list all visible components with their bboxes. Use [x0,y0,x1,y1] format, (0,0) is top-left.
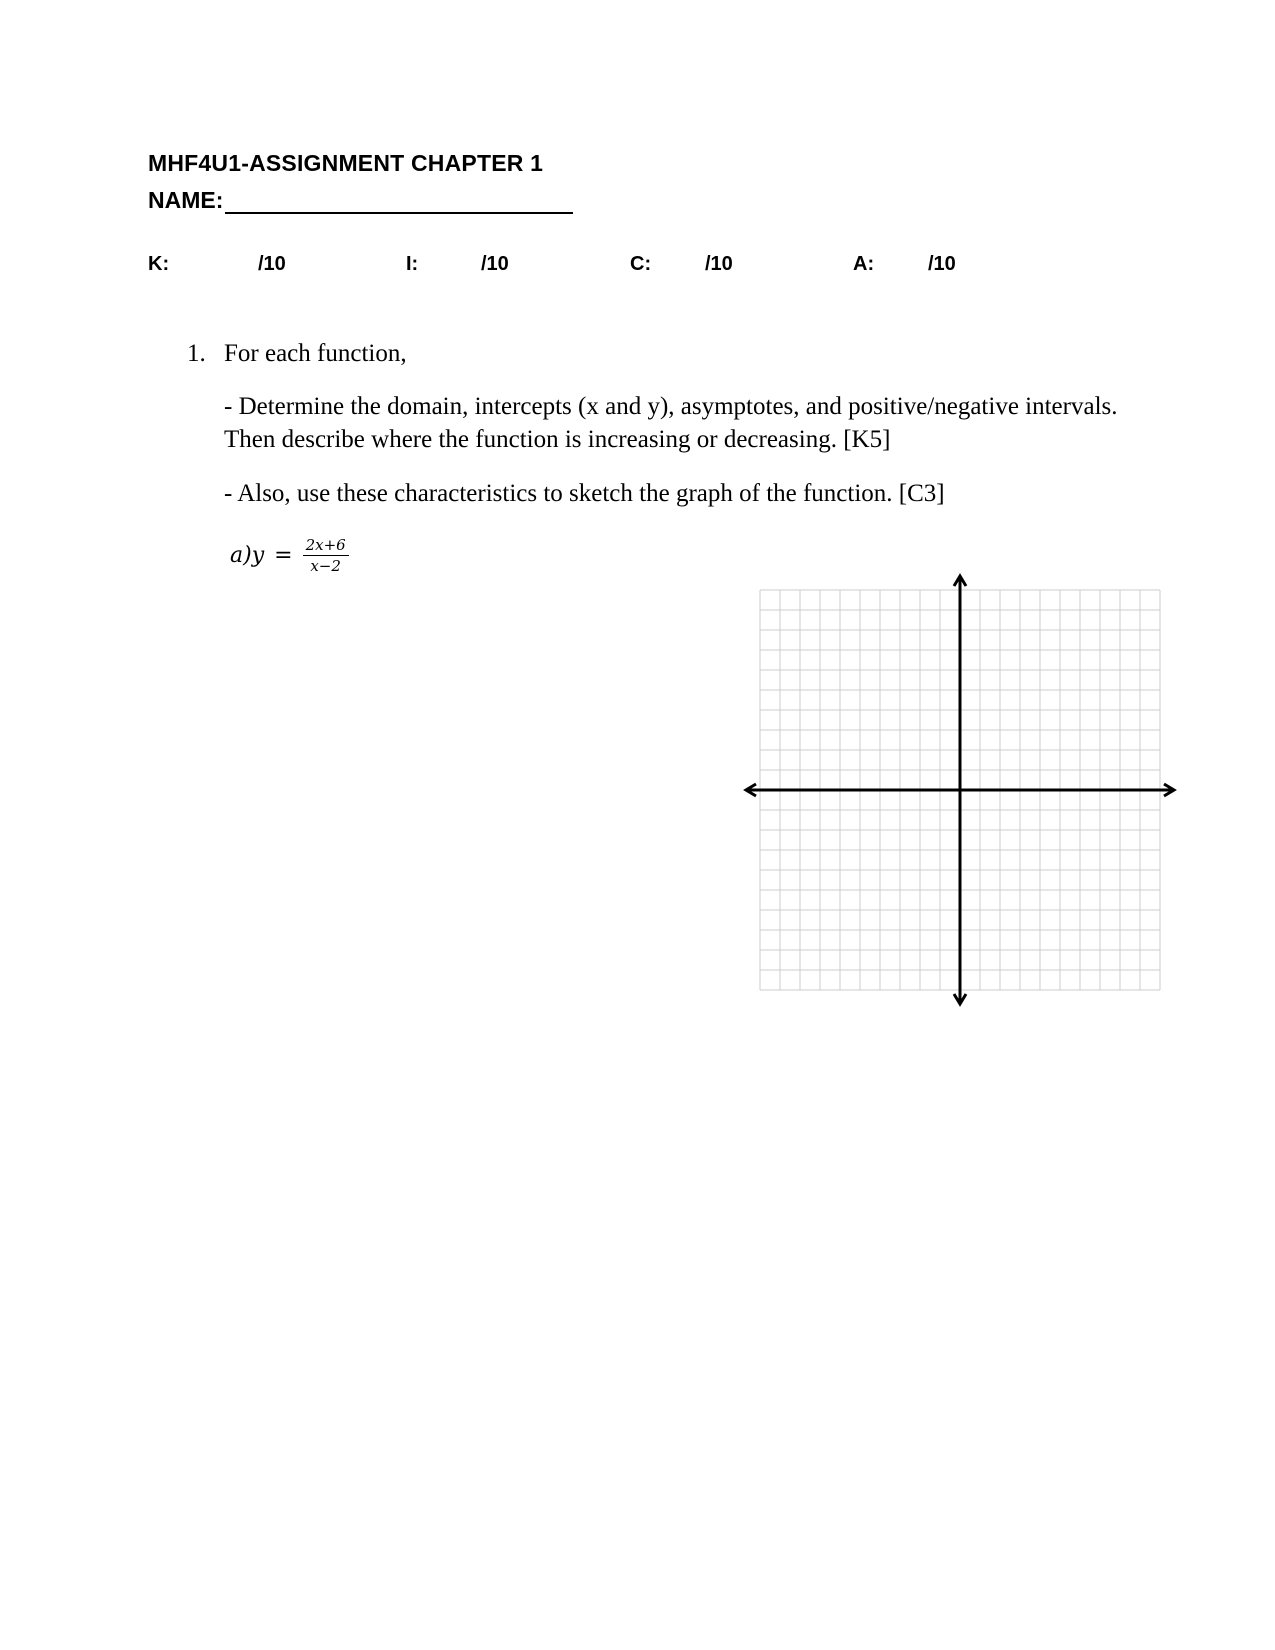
equals-sign: = [274,543,293,568]
instruction-describe: Then describe where the function is increasing or decreasing. [K5] [224,426,891,453]
assignment-title: MHF4U1-ASSIGNMENT CHAPTER 1 [148,150,544,176]
question-prompt: For each function, [224,340,407,367]
score-c-label: C: [630,253,652,275]
score-a-total: /10 [928,253,956,275]
part-a-variable: y [251,543,265,568]
instruction-sketch: - Also, use these characteristics to sketch the graph of the function. [C3] [224,480,945,507]
fraction-denominator: x−2 [310,557,341,575]
score-c-total: /10 [705,253,733,275]
score-i-total: /10 [481,253,509,275]
score-k-label: K: [148,253,170,275]
instruction-determine: - Determine the domain, intercepts (x and y), asymptotes, and positive/negative intervals. [224,393,1118,420]
score-k-total: /10 [258,253,286,275]
fraction-numerator: 2x+6 [303,536,349,556]
name-label: NAME: [148,187,224,213]
part-a-label: a) [230,543,252,568]
question-number: 1. [187,340,206,367]
score-i-label: I: [406,253,419,275]
score-a-label: A: [853,253,875,275]
